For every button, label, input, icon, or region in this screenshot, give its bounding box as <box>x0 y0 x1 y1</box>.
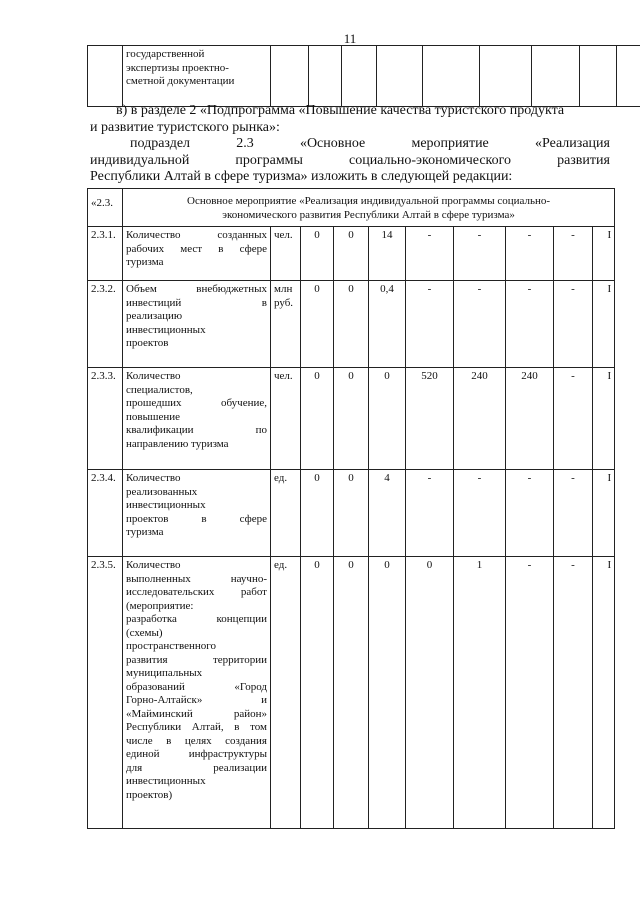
row-code: 2.3.4. <box>88 470 123 557</box>
row-value: 0 <box>301 227 334 281</box>
intro-line-5: Республики Алтай в сфере туризма» изложить в следующей редакции: <box>90 169 513 184</box>
row-value: I <box>593 227 615 281</box>
indicator-line: проектов) <box>126 788 173 801</box>
row-value: - <box>554 281 593 368</box>
indicator-line: Количество <box>126 559 181 571</box>
row-value: I <box>593 368 615 470</box>
indicator-line: (схемы) <box>126 626 163 639</box>
indicator-line: числе в целях создания <box>126 734 267 747</box>
row-value: 240 <box>506 368 554 470</box>
indicator-line: образований «Город <box>126 680 267 693</box>
intro-word: развития <box>557 152 610 168</box>
row-value: 240 <box>454 368 506 470</box>
row-value: - <box>506 227 554 281</box>
row-value: I <box>593 557 615 829</box>
row-indicator-name <box>123 227 271 281</box>
continuation-line: государственной <box>126 48 205 60</box>
indicator-line: развития территории <box>126 653 267 666</box>
row-value: - <box>406 470 454 557</box>
row-value: - <box>506 281 554 368</box>
indicator-line: инвестиционных <box>126 323 206 336</box>
row-value: - <box>506 557 554 829</box>
row-value: 1 <box>454 557 506 829</box>
indicator-line: выполненных научно- <box>126 572 267 585</box>
row-value: - <box>554 227 593 281</box>
row-value: 0 <box>369 368 406 470</box>
row-code: 2.3.5. <box>88 557 123 829</box>
table-row <box>88 470 615 557</box>
intro-line-4 <box>90 153 610 170</box>
row-value: I <box>593 281 615 368</box>
continuation-line: сметной документации <box>126 75 235 87</box>
row-value: 0 <box>334 368 369 470</box>
row-value: 0 <box>369 557 406 829</box>
row-unit: чел. <box>271 227 301 281</box>
row-indicator-name <box>123 557 271 829</box>
indicator-line: проектов в сфере <box>126 512 267 525</box>
continuation-row <box>88 46 640 107</box>
intro-word: мероприятие <box>411 136 489 151</box>
row-value: 0 <box>334 470 369 557</box>
table-row <box>88 368 615 470</box>
indicator-line: прошедших обучение, <box>126 397 267 409</box>
indicator-line: Объем внебюджетных <box>126 283 267 295</box>
indicator-line: муниципальных <box>126 667 203 679</box>
table-row <box>88 227 615 281</box>
indicator-line: инвестиций в <box>126 296 267 309</box>
row-value: 0 <box>334 281 369 368</box>
indicator-line: туризма <box>126 256 164 268</box>
intro-word: 2.3 <box>236 136 254 151</box>
row-value: - <box>554 470 593 557</box>
row-value: - <box>454 470 506 557</box>
row-value: 0,4 <box>369 281 406 368</box>
indicator-line: проектов <box>126 337 169 349</box>
indicator-line: повышение <box>126 410 180 423</box>
intro-word: «Реализация <box>534 136 610 151</box>
row-value: 0 <box>334 557 369 829</box>
row-value: I <box>593 470 615 557</box>
indicator-line: реализацию <box>126 310 183 322</box>
intro-word: «Основное <box>299 136 366 151</box>
row-value: 0 <box>301 368 334 470</box>
indicator-line: Количество <box>126 472 181 484</box>
continuation-line: экспертизы проектно- <box>126 61 229 74</box>
indicator-line: инвестиционных <box>126 775 206 787</box>
row-value: - <box>454 227 506 281</box>
row-value: 0 <box>406 557 454 829</box>
row-value: - <box>454 281 506 368</box>
row-value: - <box>554 557 593 829</box>
intro-word: индивидуальной <box>90 152 190 168</box>
indicator-line: пространственного <box>126 640 216 652</box>
indicator-line: рабочих мест в сфере <box>126 242 267 255</box>
indicator-line: Республики Алтай, в том <box>126 721 267 733</box>
indicator-line: Количество созданных <box>126 229 267 241</box>
row-value: 0 <box>301 470 334 557</box>
indicator-line: (мероприятие: <box>126 599 194 612</box>
row-value: - <box>406 281 454 368</box>
row-value: 520 <box>406 368 454 470</box>
row-value: - <box>554 368 593 470</box>
row-unit: млн руб. <box>271 281 301 368</box>
row-unit: чел. <box>271 368 301 470</box>
indicator-line: «Майминский район» <box>126 707 267 720</box>
row-indicator-name <box>123 470 271 557</box>
row-value: 14 <box>369 227 406 281</box>
row-value: - <box>506 470 554 557</box>
row-value: 0 <box>334 227 369 281</box>
row-indicator-name <box>123 368 271 470</box>
indicator-line: для реализации <box>126 761 267 774</box>
continuation-table <box>87 45 640 107</box>
indicator-line: направлению туризма <box>126 437 229 450</box>
indicator-line: разработка концепции <box>126 613 267 625</box>
header-code: «2.3. <box>88 189 123 227</box>
indicator-line: исследовательских работ <box>126 586 267 598</box>
row-unit: ед. <box>271 557 301 829</box>
table-header-row <box>88 189 615 227</box>
row-code: 2.3.1. <box>88 227 123 281</box>
intro-word: подраздел <box>130 136 191 151</box>
indicator-line: единой инфраструктуры <box>126 748 267 760</box>
intro-line-3 <box>90 136 610 153</box>
indicator-line: Количество <box>126 370 181 382</box>
row-unit: ед. <box>271 470 301 557</box>
indicator-line: туризма <box>126 526 164 538</box>
table-row <box>88 281 615 368</box>
continuation-text <box>123 46 271 107</box>
indicators-table <box>87 188 615 829</box>
table-row <box>88 557 615 829</box>
intro-paragraph <box>90 103 610 186</box>
indicator-line: квалификации по <box>126 424 267 436</box>
intro-word: программы <box>235 152 303 168</box>
intro-line-2: и развитие туристского рынка»: <box>90 119 280 135</box>
indicator-line: Горно-Алтайск» и <box>126 694 267 706</box>
page-number: 11 <box>343 31 357 46</box>
indicator-line: специалистов, <box>126 383 193 396</box>
row-code: 2.3.3. <box>88 368 123 470</box>
indicator-line: реализованных <box>126 485 198 498</box>
intro-line-1: в) в разделе 2 «Подпрограмма «Повышение качества туристского продукта <box>116 103 565 118</box>
row-value: 4 <box>369 470 406 557</box>
intro-word: социально-экономического <box>348 152 512 168</box>
row-indicator-name <box>123 281 271 368</box>
row-value: - <box>406 227 454 281</box>
indicator-line: инвестиционных <box>126 499 206 511</box>
header-title: Основное мероприятие «Реализация индивидуальной программы социально-экономического развития Республики Алтай в сфере туризма» <box>123 189 615 227</box>
row-value: 0 <box>301 281 334 368</box>
row-value: 0 <box>301 557 334 829</box>
row-code: 2.3.2. <box>88 281 123 368</box>
